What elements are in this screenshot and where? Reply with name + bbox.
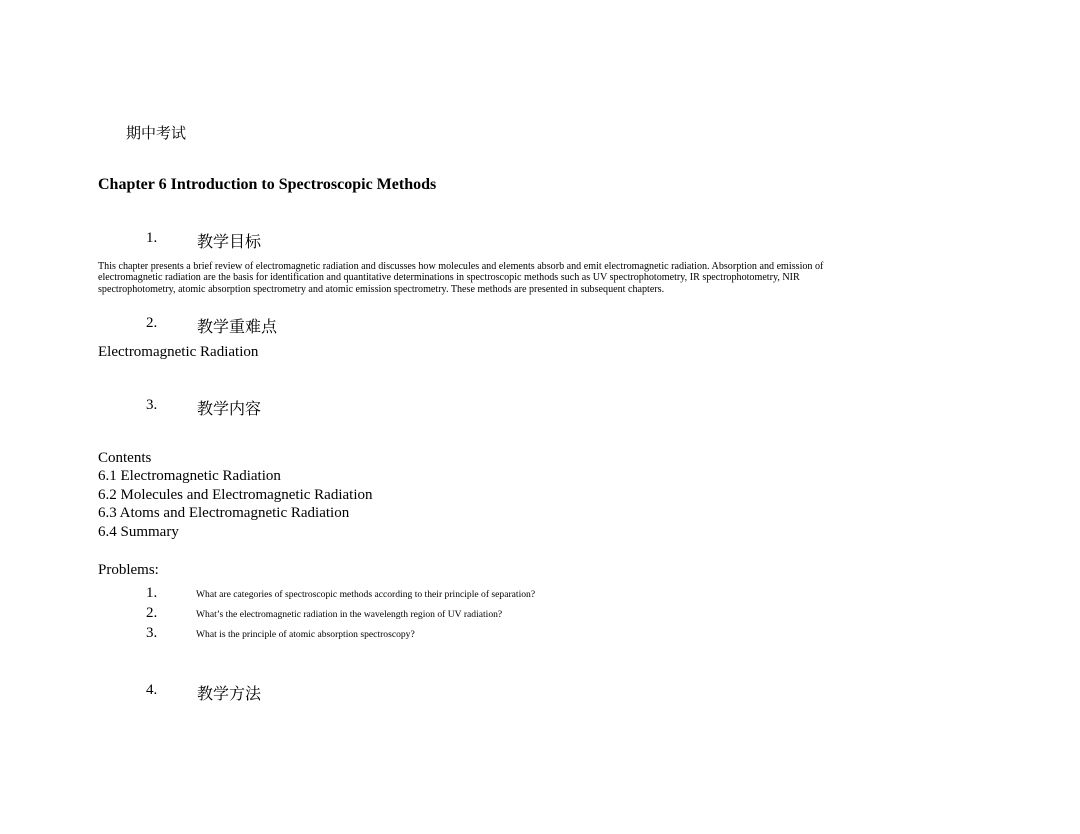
key-point-text: Electromagnetic Radiation <box>98 344 259 360</box>
problems-heading: Problems: <box>98 562 159 578</box>
section-number: 3. <box>146 397 158 413</box>
contents-item: 6.4 Summary <box>98 523 179 540</box>
section-title: 教学方法 <box>197 686 262 703</box>
contents-item: 6.3 Atoms and Electromagnetic Radiation <box>98 505 350 522</box>
chapter-title: Chapter 6 Introduction to Spectroscopic Methods <box>98 176 437 193</box>
section-title: 教学重难点 <box>197 319 278 336</box>
section-number: 1. <box>146 230 158 246</box>
problem-number: 2. <box>146 605 158 621</box>
paragraph-line: electromagnetic radiation are the basis for identification and quantitative determinations in spectroscopic methods such as UV spectrophotometry, IR spectrophotometry, NIR <box>98 272 800 284</box>
contents-heading: Contents <box>98 450 152 466</box>
problem-number: 1. <box>146 585 158 601</box>
problem-text: What are categories of spectroscopic methods according to their principle of separation? <box>196 589 536 600</box>
section-number: 4. <box>146 682 158 698</box>
exam-label: 期中考试 <box>126 126 187 142</box>
problem-number: 3. <box>146 625 158 641</box>
section-title: 教学内容 <box>197 401 262 418</box>
paragraph-line: spectrophotometry, atomic absorption spectrometry and atomic emission spectrometry. These methods are presented in subsequent chapters. <box>98 283 665 295</box>
objectives-paragraph <box>98 261 998 295</box>
problem-text: What’s the electromagnetic radiation in the wavelength region of UV radiation? <box>196 609 503 620</box>
problem-text: What is the principle of atomic absorption spectroscopy? <box>196 629 415 640</box>
section-title: 教学目标 <box>197 234 262 251</box>
section-number: 2. <box>146 315 158 331</box>
contents-item: 6.2 Molecules and Electromagnetic Radiation <box>98 486 373 503</box>
contents-item: 6.1 Electromagnetic Radiation <box>98 468 281 485</box>
contents-list <box>98 449 373 541</box>
paragraph-line: This chapter presents a brief review of electromagnetic radiation and discusses how molecules and elements absorb and emit electromagnetic radiation. Absorption and emission of <box>98 261 824 272</box>
